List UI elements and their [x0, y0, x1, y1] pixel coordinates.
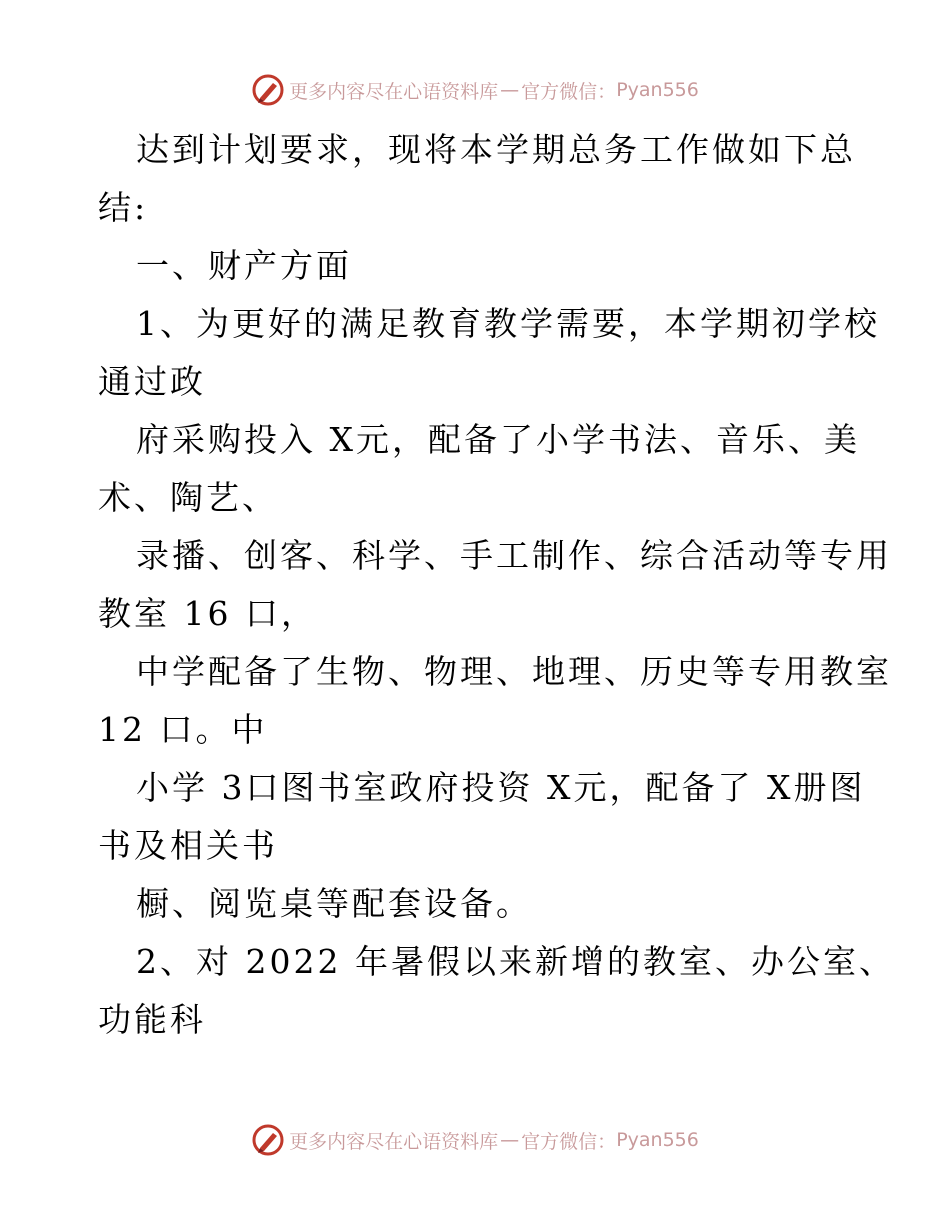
watermark-wechat-label: 官方微信： — [521, 1130, 617, 1153]
body-line: 中学配备了生物、物理、地理、历史等专用教室 — [136, 652, 892, 691]
watermark-site-text: 更多内容尽在心语资料库 — [289, 1130, 499, 1153]
body-line: 书及相关书 — [98, 826, 278, 865]
watermark-wechat-label: 官方微信： — [521, 80, 617, 103]
footer-watermark — [0, 1120, 950, 1160]
body-line: 12 口。中 — [98, 710, 268, 749]
pen-logo-icon — [251, 73, 285, 107]
body-line: 达到计划要求，现将本学期总务工作做如下总 — [136, 130, 856, 169]
section-heading: 一、财产方面 — [136, 246, 352, 285]
watermark-wechat-id: Pyan556 — [616, 1129, 699, 1151]
watermark-separator: — — [500, 79, 520, 101]
body-line: 2、对 2022 年暑假以来新增的教室、办公室、 — [136, 942, 895, 981]
body-line: 1、为更好的满足教育教学需要，本学期初学校 — [136, 304, 880, 343]
body-line: 府采购投入 X元，配备了小学书法、音乐、美 — [136, 420, 860, 459]
body-line: 通过政 — [98, 362, 206, 401]
body-line: 橱、阅览桌等配套设备。 — [136, 884, 532, 923]
header-watermark — [0, 70, 950, 110]
body-line: 小学 3口图书室政府投资 X元，配备了 X册图 — [136, 768, 866, 807]
pen-logo-icon — [251, 1123, 285, 1157]
body-line: 功能科 — [98, 1000, 206, 1039]
body-line: 术、陶艺、 — [98, 478, 278, 517]
watermark-separator: — — [500, 1129, 520, 1151]
body-line: 录播、创客、科学、手工制作、综合活动等专用 — [136, 536, 892, 575]
body-line: 教室 16 口， — [98, 594, 317, 633]
watermark-wechat-id: Pyan556 — [616, 79, 699, 101]
body-line: 结: — [98, 188, 149, 227]
watermark-site-text: 更多内容尽在心语资料库 — [289, 80, 499, 103]
